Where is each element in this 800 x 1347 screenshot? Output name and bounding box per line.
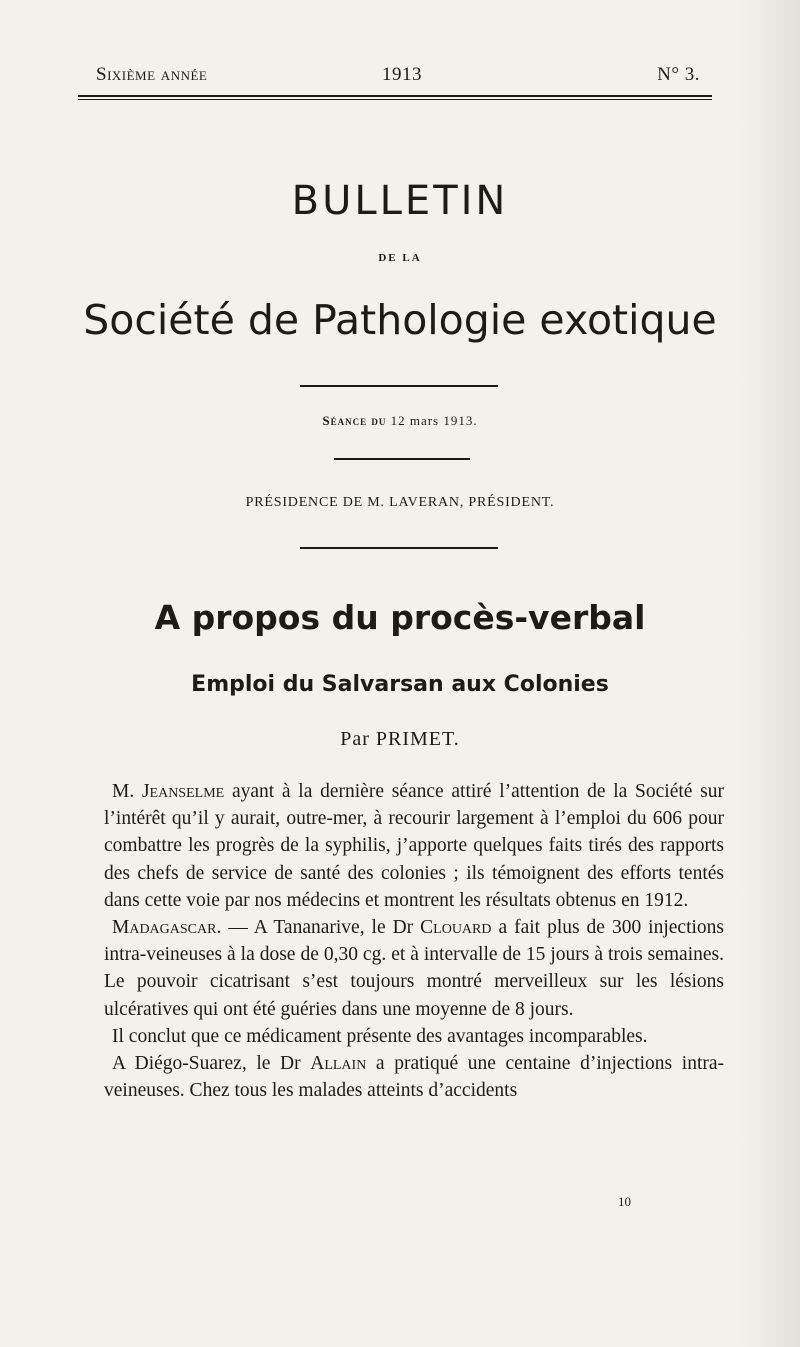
- bulletin-title: BULLETIN: [291, 178, 509, 224]
- header-rule-top: [78, 95, 712, 97]
- society-name: Société de Pathologie exotique: [83, 296, 717, 344]
- paragraph: [104, 1023, 724, 1050]
- paragraph-text: — A Tananarive, le Dr: [221, 917, 421, 939]
- paragraph-text: a fait plus de 300 injections intra-veineuses à la dose de 0,30 cg. et à intervalle de 15 jours à trois semaines. Le pouvoir cicatrisant s’est toujours montré merveilleux sur les lésions ulcératives qui ont été guéries dans une moyenne de 8 jours.: [104, 917, 724, 1020]
- publication-year: 1913: [382, 64, 422, 85]
- running-head: [96, 64, 708, 94]
- issue-number: N° 3.: [657, 64, 700, 85]
- article-author: Par PRIMET.: [340, 728, 460, 750]
- paragraph-text: Il conclut que ce médicament présente des avantages incomparables.: [112, 1025, 648, 1047]
- header-rule-bottom: [78, 99, 712, 100]
- session-prefix: Séance du: [322, 413, 387, 428]
- person-name: Clouard: [420, 917, 492, 939]
- article-subtitle: Emploi du Salvarsan aux Colonies: [191, 672, 609, 697]
- divider-rule: [300, 547, 498, 549]
- article-title: A propos du procès-verbal: [154, 598, 646, 637]
- article-body: [104, 778, 724, 1104]
- divider-rule: [334, 458, 470, 460]
- session-date: 12 mars 1913.: [390, 413, 478, 428]
- person-name: M. Jeanselme: [112, 781, 225, 802]
- paragraph-text: a pratiqué une centaine d’injections intra-veineuses. Chez tous les malades atteints d’accidents: [104, 1053, 724, 1102]
- paragraph: [104, 1050, 724, 1104]
- presidency-line: PRÉSIDENCE DE M. LAVERAN, PRÉSIDENT.: [245, 495, 555, 510]
- paragraph: [104, 914, 724, 1023]
- person-name: Allain: [310, 1053, 367, 1075]
- place-name: Madagascar.: [112, 917, 222, 939]
- folio-number: 10: [618, 1194, 631, 1209]
- paragraph: [104, 778, 724, 914]
- masthead-connector: DE LA: [378, 252, 422, 264]
- divider-rule: [300, 385, 498, 387]
- session-line: [0, 413, 800, 429]
- paragraph-text: ayant à la dernière séance attiré l’attention de la Société sur l’intérêt qu’il y aurait, outre-mer, à recourir largement à l’emploi du 606 pour combattre les progrès de la syphilis, j’apporte quelques faits tirés des rapports des chefs de service de santé des colonies ; ils témoignent des efforts tentés dans cette voie par nos médecins et montrent les résultats obtenus en 1912.: [104, 781, 724, 911]
- paragraph-text: A Diégo-Suarez, le Dr: [112, 1053, 311, 1075]
- volume-year: Sixième année: [96, 64, 208, 85]
